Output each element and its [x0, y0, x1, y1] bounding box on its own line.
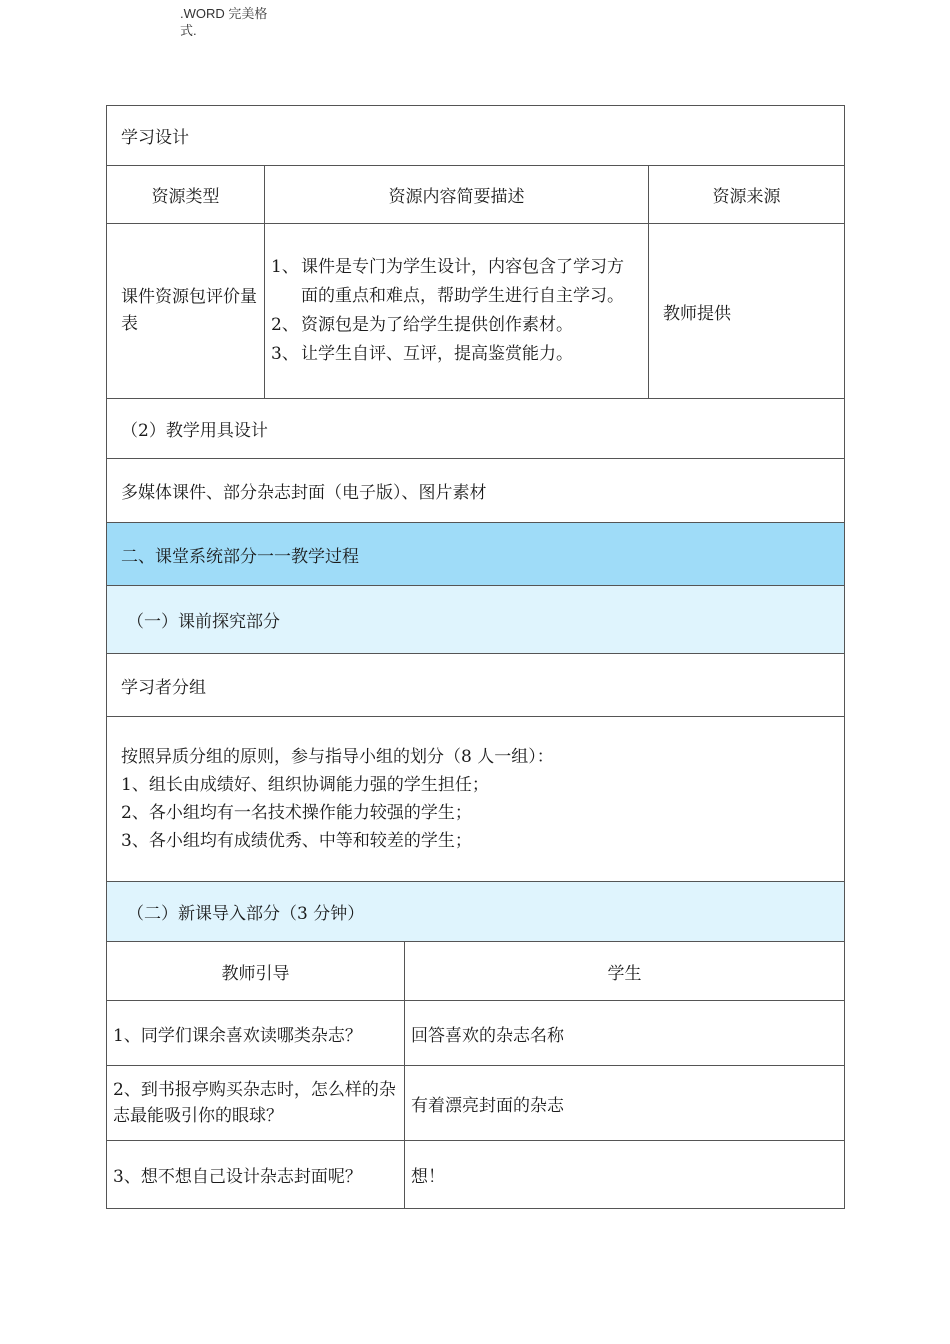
grouping-rules-row	[106, 717, 845, 882]
part1-title-row	[106, 586, 845, 654]
teacher-cell: 3、想不想自己设计杂志封面呢？	[113, 1167, 362, 1187]
learning-design-title: 学习设计	[121, 128, 189, 148]
page-header	[180, 5, 280, 39]
table-row	[106, 1066, 845, 1141]
header-line-1: .WORD 完美格	[180, 6, 268, 21]
col-resource-source: 资源来源	[648, 166, 844, 223]
resource-header-row	[106, 166, 845, 224]
student-cell: 想！	[404, 1141, 844, 1208]
part1-subtitle-row	[106, 654, 845, 717]
resource-desc-list	[271, 253, 632, 369]
process-title-row	[106, 523, 845, 586]
list-item: 2、 资源包是为了给学生提供创作素材。	[271, 315, 573, 335]
tools-content: 多媒体课件、部分杂志封面（电子版）、图片素材	[121, 483, 487, 503]
tools-content-row	[106, 459, 845, 523]
part1-title: （一）课前探究部分	[127, 612, 280, 632]
grouping-line: 2、各小组均有一名技术操作能力较强的学生；	[121, 803, 472, 823]
col-resource-desc: 资源内容简要描述	[264, 166, 648, 223]
learning-design-title-row	[106, 105, 845, 166]
tools-title-row	[106, 399, 845, 459]
process-title: 二、课堂系统部分一一教学过程	[121, 546, 359, 567]
col-student: 学生	[404, 942, 844, 1000]
col-resource-type: 资源类型	[151, 187, 220, 207]
resource-source: 教师提供	[663, 303, 731, 324]
student-cell: 有着漂亮封面的杂志	[404, 1066, 844, 1140]
resource-type-cell	[107, 224, 264, 398]
list-item: 3、 让学生自评、互评，提高鉴赏能力。	[271, 344, 573, 364]
col-teacher: 教师引导	[221, 963, 290, 984]
student-cell: 回答喜欢的杂志名称	[404, 1001, 844, 1065]
resource-row	[106, 224, 845, 399]
part1-subtitle: 学习者分组	[121, 677, 206, 698]
part2-title-row	[106, 882, 845, 942]
table-row	[106, 1001, 845, 1066]
resource-type: 课件资源包评价量表	[121, 287, 257, 334]
grouping-line: 按照异质分组的原则，参与指导小组的划分（8 人一组）：	[121, 747, 554, 767]
list-item: 1、 课件是专门为学生设计，内容包含了学习方面的重点和难点，帮助学生进行自主学习。	[271, 257, 624, 306]
table-row	[106, 1141, 845, 1209]
teacher-cell: 1、同学们课余喜欢读哪类杂志？	[113, 1025, 362, 1046]
tools-title: （2）教学用具设计	[121, 421, 268, 441]
resource-source-cell	[648, 224, 844, 398]
header-line-2: 式.	[180, 23, 197, 38]
resource-desc-cell	[264, 224, 648, 398]
part2-title: （二）新课导入部分（3 分钟）	[127, 904, 365, 924]
teacher-cell: 2、到书报亭购买杂志时，怎么样的杂志最能吸引你的眼球？	[113, 1080, 396, 1126]
grouping-line: 3、各小组均有成绩优秀、中等和较差的学生；	[121, 831, 472, 851]
grouping-line: 1、组长由成绩好、组织协调能力强的学生担任；	[121, 775, 489, 795]
intro-header-row	[106, 942, 845, 1001]
